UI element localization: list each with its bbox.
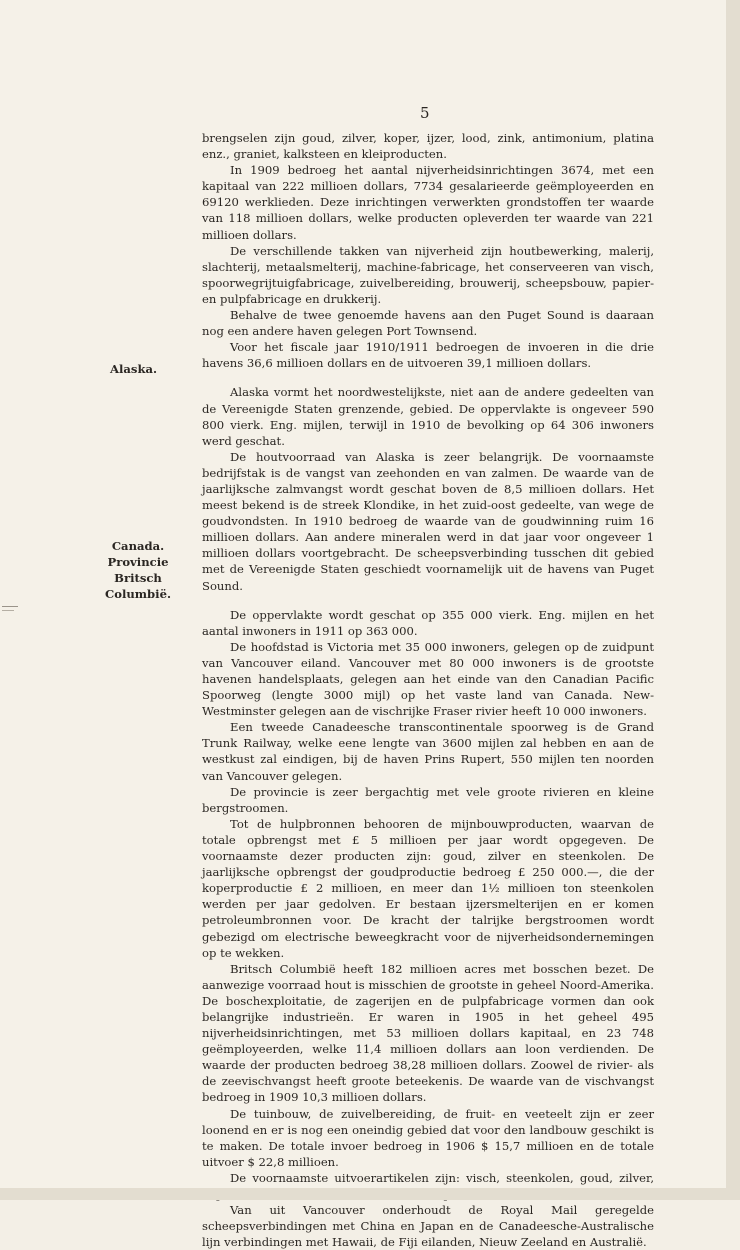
- paragraph: De hoofdstad is Victoria met 35 000 inwoners, gelegen op de zuidpunt van Vancouver eiland. Vancouver met 80 000 inwoners is de grootste havenen handelsplaats, gelegen aan het einde van den Canadian Pacific Spoorweg (lengte 3000 mijl) op het vaste land van Canada. New-Westminster gelegen aan de vischrijke Fraser rivier heeft 10 000 inwoners.: [202, 639, 654, 719]
- paragraph: De provincie is zeer bergachtig met vele groote rivieren en kleine bergstroomen.: [202, 784, 654, 815]
- margin-note-line: Britsch: [114, 571, 162, 586]
- margin-note-canada: [96, 538, 180, 602]
- margin-note-alaska: Alaska.: [110, 362, 158, 376]
- paragraph: De tuinbouw, de zuivelbereiding, de fruit- en veeteelt zijn er zeer loonend en er is nog een oneindig gebied dat voor den landbouw geschikt is te maken. De totale invoer bedroeg in 1906 $ 15,7 millioen en de totale uitvoer $ 22,8 millioen.: [202, 1106, 654, 1169]
- paragraph-alaska: Alaska vormt het noordwestelijkste, niet aan de andere gedeelten van de Vereenigde Staten grenzende, gebied. De oppervlakte is ongeveer 590 800 vierk. Eng. mijlen, terwijl in 1910 de bevolking op 64 306 inwoners werd geschat.: [202, 385, 654, 448]
- page-number: 5: [420, 104, 430, 122]
- paragraph: De voornaamste uitvoerartikelen zijn: visch, steenkolen, goud, zilver,: [230, 1170, 654, 1185]
- binding-mark: [2, 610, 14, 611]
- paragraph: Behalve de twee genoemde havens aan den Puget Sound is daaraan nog een andere haven gelegen Port Townsend.: [202, 308, 654, 339]
- margin-note-line: Provincie: [107, 555, 169, 570]
- margin-note-line: Canada.: [111, 539, 165, 553]
- binding-mark: [2, 606, 18, 607]
- paragraph: Britsch Columbië heeft 182 millioen acres met bosschen bezet. De aanwezige voorraad hout is misschien de grootste in geheel Noord-Amerika. De boschexploitatie, de zagerijen en de pulpfabricage vormen dan ook belangrijke industrieën. Er waren in 1905 in het geheel 495 nijverheidsinrichtingen, met 53 millioen dollars kapitaal, en 23 748 geëmployeerden, welke 11,4 millioen dollars aan loon verdienden. De waarde der producten bedroeg 38,28 millioen dollars. Zoowel de rivier- als de zeevischvangst heeft groote beteekenis. De waarde van de vischvangst bedroeg in 1909 10,3 millioen dollars.: [202, 961, 654, 1105]
- paragraph: Van uit Vancouver onderhoudt de Royal Mail geregelde scheepsverbindingen met China en Japan en de Canadeesche-Australische lijn verbindingen met Hawaii, de Fiji eilanden, Nieuw Zeeland en Australië.: [202, 1203, 654, 1250]
- paragraph: De verschillende takken van nijverheid zijn houtbewerking, malerij, slachterij, metaalsmelterij, machine-fabricage, het conserveeren van visch, spoorwegrijtuigfabricage, zuivelbereiding, brouwerij, scheepsbouw, papier- en pulpfabricage en drukkerij.: [202, 243, 654, 306]
- page-edge-right: [726, 0, 740, 1200]
- paragraph: brengselen zijn goud, zilver, koper, ijzer, lood, zink, antimonium, platina enz., graniet, kalksteen en kleiproducten.: [202, 131, 654, 162]
- margin-note-line: Columbië.: [105, 587, 171, 602]
- paragraph: In 1909 bedroeg het aantal nijverheidsinrichtingen 3674, met een kapitaal van 222 millioen dollars, 7734 gesalarieerde geëmployeerden en 69120 werklieden. Deze inrichtingen verwerkten grondstoffen ter waarde van 118 millioen dollars, welke producten opleverden ter waarde van 221 millioen dollars.: [202, 163, 654, 242]
- paragraph-canada: De oppervlakte wordt geschat op 355 000 vierk. Eng. mijlen en het aantal inwoners in 1911 op 363 000.: [202, 607, 654, 638]
- paragraph: De houtvoorraad van Alaska is zeer belangrijk. De voornaamste bedrijfstak is de vangst van zeehonden en van zalmen. De waarde van de jaarlijksche zalmvangst wordt geschat boven de 8,5 millioen dollars. Het meest bekend is de streek Klondike, in het zuid-oost gedeelte, van wege de goudvondsten. In 1910 bedroeg de waarde van de goudwinning ruim 16 millioen dollars. Aan andere mineralen werd in dat jaar voor ongeveer 1 millioen dollars voortgebracht. De scheepsverbinding tusschen dit gebied met de Vereenigde Staten geschiedt voornamelijk uit de havens van Puget Sound.: [202, 449, 654, 593]
- paragraph: Voor het fiscale jaar 1910/1911 bedroegen de invoeren in die drie havens 36,6 millioen dollars en de uitvoeren 39,1 millioen dollars.: [202, 340, 654, 371]
- paragraph: Een tweede Canadeesche transcontinentale spoorweg is de Grand Trunk Railway, welke eene lengte van 3600 mijlen zal hebben en aan de westkust zal eindigen, bij de haven Prins Rupert, 550 mijlen ten noorden van Vancouver gelegen.: [202, 720, 654, 783]
- page-edge-bottom: [0, 1188, 740, 1200]
- paragraph: Tot de hulpbronnen behooren de mijnbouwproducten, waarvan de totale opbrengst met £ 5 millioen per jaar wordt opgegeven. De voornaamste dezer producten zijn: goud, zilver en steenkolen. De jaarlijksche opbrengst der goudproductie bedroeg £ 250 000.—, die der koperproductie £ 2 millioen, en meer dan 1½ millioen ton steenkolen werden per jaar gedolven. Er bestaan ijzersmelterijen en er komen petroleumbronnen voor. De kracht der talrijke bergstroomen wordt gebezigd om electrische beweegkracht voor de nijverheidsondernemingen op te wekken.: [202, 816, 654, 960]
- body-text: [202, 130, 654, 1250]
